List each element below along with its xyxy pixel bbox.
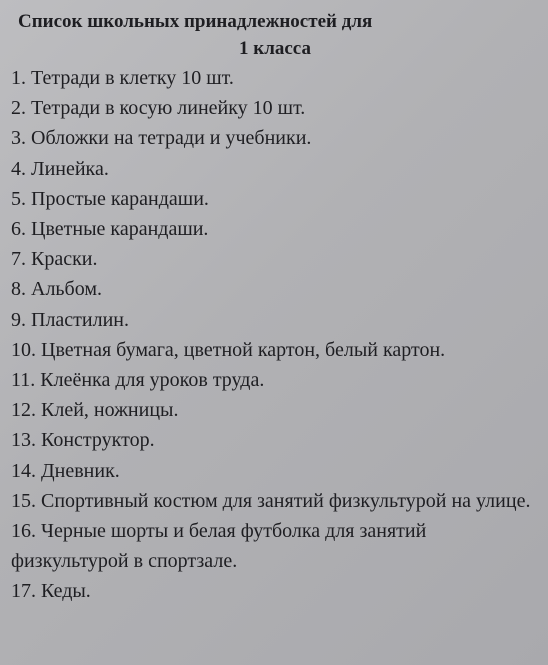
list-item: 11. Клеёнка для уроков труда. xyxy=(11,369,265,392)
list-item: 2. Тетради в косую линейку 10 шт. xyxy=(11,97,306,120)
list-item: 7. Краски. xyxy=(11,248,98,271)
list-item: 1. Тетради в клетку 10 шт. xyxy=(11,67,234,89)
list-item: 10. Цветная бумага, цветной картон, белый картон. xyxy=(11,338,446,361)
list-item: 5. Простые карандаши. xyxy=(11,187,209,210)
list-item: 4. Линейка. xyxy=(11,157,109,180)
list-item: 16. Черные шорты и белая футболка для занятий физкультурой в спортзале. xyxy=(11,520,427,573)
list-item: 14. Дневник. xyxy=(11,459,120,482)
supplies-list xyxy=(11,63,541,607)
list-item: 3. Обложки на тетради и учебники. xyxy=(11,127,312,150)
list-item: 12. Клей, ножницы. xyxy=(11,399,179,422)
title-line-2: 1 класса xyxy=(239,38,311,59)
list-item: 15. Спортивный костюм для занятий физкультурой на улице. xyxy=(11,489,531,512)
list-item: 8. Альбом. xyxy=(11,278,102,301)
list-item: 9. Пластилин. xyxy=(11,308,130,331)
list-item: 13. Конструктор. xyxy=(11,429,155,452)
list-item: 17. Кеды. xyxy=(11,580,91,603)
title-line-1: Список школьных принадлежностей для xyxy=(18,11,373,32)
list-item: 6. Цветные карандаши. xyxy=(11,218,209,241)
document-title xyxy=(10,8,540,62)
